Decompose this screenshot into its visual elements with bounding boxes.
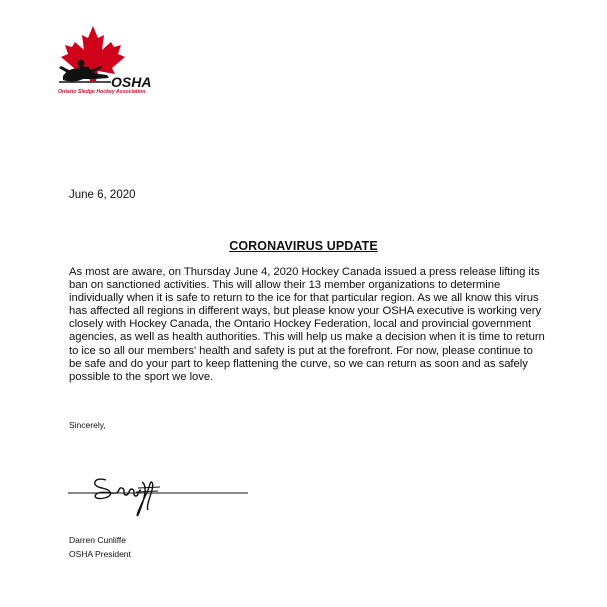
handwritten-signature	[66, 466, 256, 522]
letter-body: As most are aware, on Thursday June 4, 2020 Hockey Canada issued a press release lifting its ban on sanctioned activities. This will allow their 13 member organizations to determine individually when it is safe to return to the ice for that particular region. As we all know this virus has affected all regions in different ways, but please know your OSHA executive is working very closely with Hockey Canada, the Ontario Hockey Federation, local and provincial government agencies, as well as health authorities. This will help us make a decision when it is time to return to ice so all our members' health and safety is put at the forefront. For now, please continue to be safe and do your part to keep flattening the curve, so we can return as soon and as safely possible to the sport we love.	[69, 266, 545, 383]
signer-title: OSHA President	[69, 549, 131, 559]
letter-closing: Sincerely,	[69, 420, 106, 430]
osha-wordmark: OSHA	[111, 74, 152, 90]
letter-date: June 6, 2020	[69, 189, 136, 201]
signer-name: Darren Cunliffe	[69, 535, 127, 545]
letter-title: CORONAVIRUS UPDATE	[229, 239, 378, 253]
logo-caption: Ontario Sledge Hockey Association	[58, 89, 146, 95]
